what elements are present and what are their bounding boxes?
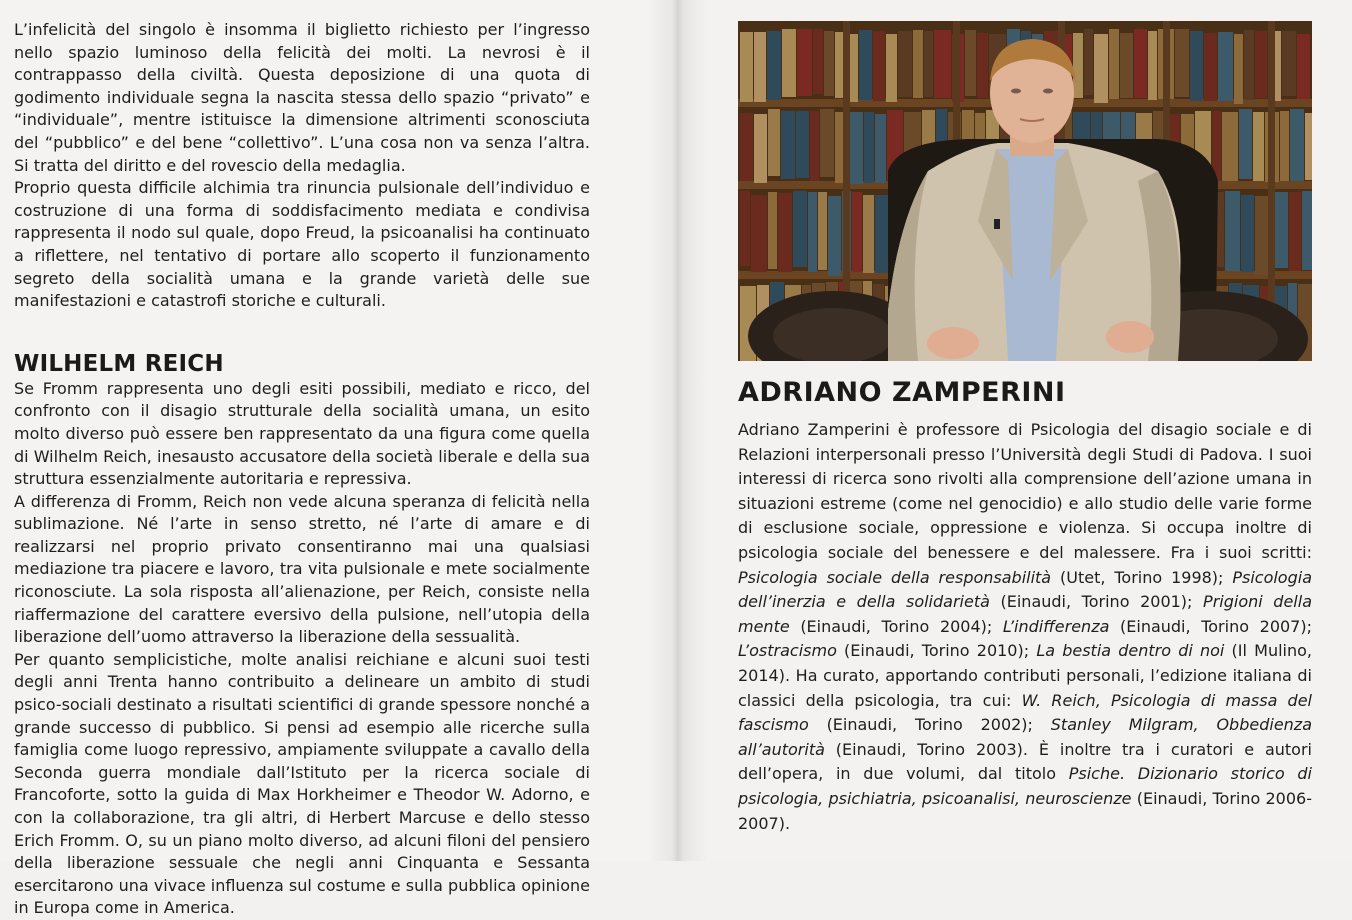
bio-paragraph: [738, 418, 1312, 836]
bio-text: (Einaudi, Torino 2006-2007).: [738, 788, 1312, 833]
bio-text: (Einaudi, Torino 2001);: [989, 592, 1204, 612]
bio-text: (Einaudi, Torino 2007);: [1109, 616, 1312, 636]
intro-paragraph: L’infelicità del singolo è insomma il biglietto richiesto per l’ingresso nello spazio luminoso della felicità dei molti. La nevrosi è il contrappasso della civiltà. Questa deposizione di una quota di godimento individuale segna la nascita stessa dello spazio “privato” e “individuale”, mentre istituisce la dimensione altrimenti sconosciuta del “pubblico” e del bene “collettivo”. L’una cosa non va senza l’altra. Si tratta del diritto e del rovescio della medaglia.: [14, 20, 590, 175]
bio-text: (Il Mulino, 2014). Ha curato, apportando contributi personali, l’edizione italiana di classici della psicologia, tra cui:: [738, 641, 1312, 710]
book-title: Psicologia dell’inerzia e della solidarietà: [738, 567, 1312, 612]
book-title: Psiche. Dizionario storico di psicologia, psichiatria, psicoanalisi, neuroscienze: [738, 764, 1312, 808]
book-title: L’ostracismo: [738, 641, 837, 661]
bio-text: (Einaudi, Torino 2004);: [789, 616, 1003, 636]
reich-paragraph-3: Per quanto semplicistiche, molte analisi reichiane e alcuni suoi testi degli anni Trenta hanno contribuito a delineare un ambito di studi psico-sociali destinato a risultati scientifici di grande spessore nonché a grande successo di pubblico. Si pensi ad esempio alle ricerche sulla famiglia come luogo repressivo, ampiamente sviluppate a cavallo della Seconda guerra mondiale dall’Istituto per la ricerca sociale di Francoforte, sotto la guida di Max Horkheimer e Theodor W. Adorno, e con la collaborazione, tra gli altri, di Herbert Marcuse e dello stesso Erich Fromm. O, su un piano molto diverso, ad alcuni filoni del pensiero della liberazione sessuale che negli anni Cinquanta e Sessanta esercitarono una vivace influenza sul costume e sulla pubblica opinione in Europa come in America.: [14, 649, 590, 918]
author-photo: [738, 21, 1312, 361]
left-page: [0, 0, 676, 918]
reich-paragraph-2: A differenza di Fromm, Reich non vede alcuna speranza di felicità nella sublimazione. Né l’arte in senso stretto, né l’arte di amare e di realizzarsi nel proprio privato consentiranno mai una qualsiasi mediazione tra piacere e lavoro, tra vita pulsionale e mete socialmente riconosciute. La sola risposta all’alienazione, per Reich, consiste nella riaffermazione del carattere eversivo della pulsione, nell’utopia della liberazione dell’uomo attraverso la liberazione della sessualità.: [14, 491, 590, 647]
book-title: Psicologia sociale della responsabilità: [738, 567, 1052, 587]
bio-text: (Einaudi, Torino 2003). È inoltre tra i curatori e autori dell’opera, in due volumi, dal titolo: [738, 739, 1312, 784]
book-title: W. Reich, Psicologia di massa del fascismo: [738, 690, 1312, 735]
book-title: L’indifferenza: [1002, 616, 1110, 636]
bio-text: (Einaudi, Torino 2002);: [808, 715, 1051, 735]
bio-text: Adriano Zamperini è professore di Psicologia del disagio sociale e di Relazioni interpersonali presso l’Università degli Studi di Padova. I suoi interessi di ricerca sono rivolti alla comprensione dell’azione umana in situazioni estreme (come nel genocidio) e allo studio delle varie forme di esclusione sociale, oppressione e violenza. Si occupa inoltre di psicologia sociale del benessere e del malessere. Fra i suoi scritti:: [738, 420, 1312, 562]
reich-paragraph-1: Se Fromm rappresenta uno degli esiti possibili, mediato e ricco, del confronto con il disagio strutturale della socialità umana, un esito molto diverso può essere ben rappresentato da una figura come quella di Wilhelm Reich, inesausto accusatore della società liberale e della sua struttura essenzialmente autoritaria e repressiva.: [14, 378, 590, 489]
section-heading-reich: WILHELM REICH: [14, 350, 224, 377]
bio-text: (Einaudi, Torino 2010);: [836, 641, 1037, 661]
bio-text: (Utet, Torino 1998);: [1051, 567, 1233, 587]
book-title: Prigioni della mente: [738, 592, 1312, 636]
left-text-column: [14, 19, 590, 920]
book-title: La bestia dentro di noi: [1036, 641, 1225, 661]
page-gutter: [648, 0, 708, 861]
section-heading-zamperini: ADRIANO ZAMPERINI: [738, 377, 1066, 408]
intro-paragraph-2: Proprio questa difficile alchimia tra rinuncia pulsionale dell’individuo e costruzione di una forma di soddisfacimento mediata e condivisa rappresenta il nodo sul quale, dopo Freud, la psicoanalisi ha continuato a riflettere, nel tentativo di portare allo scoperto il funzionamento segreto della socialità umana e la grande varietà delle sue manifestazioni e catastrofi storiche e culturali.: [14, 178, 590, 311]
book-title: Stanley Milgram, Obbedienza all’autorità: [738, 715, 1312, 759]
author-photo-illustration: [738, 21, 1312, 361]
right-text-column: [738, 21, 1312, 836]
